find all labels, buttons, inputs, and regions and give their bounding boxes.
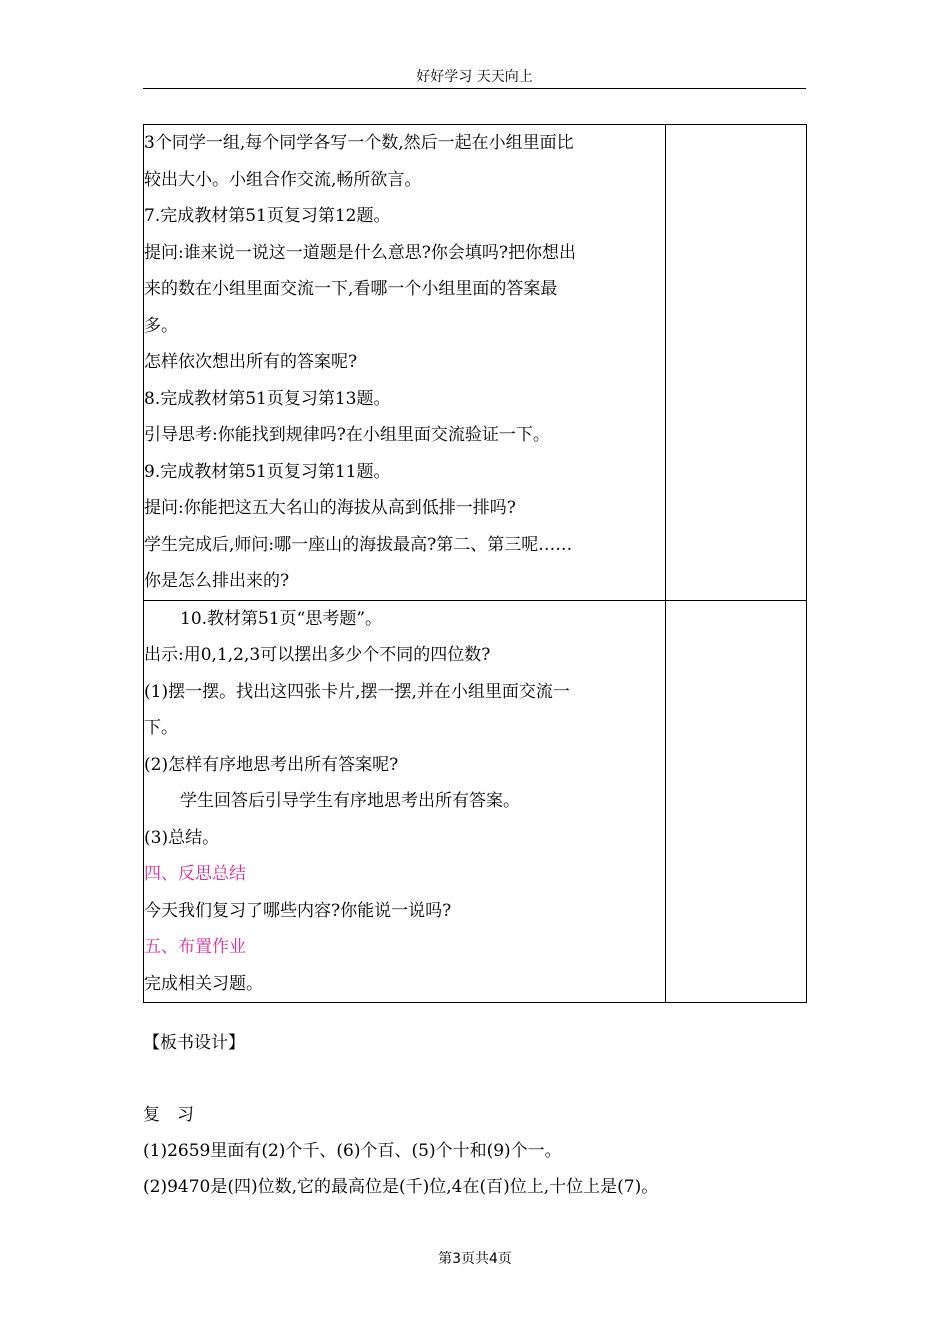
section-heading-reflection: 四、反思总结 [144,864,246,884]
lesson-table [143,124,807,1003]
activity-cell [144,600,666,1003]
text-line: 8.完成教材第51页复习第13题。 [144,388,391,409]
text-line: 3个同学一组,每个同学各写一个数,然后一起在小组里面比 [144,133,574,153]
text-line: 今天我们复习了哪些内容?你能说一说吗? [144,900,452,921]
text-line: 你是怎么排出来的? [144,571,290,591]
board-heading: 复 习 [143,1105,194,1125]
text-line: 来的数在小组里面交流一下,看哪一个小组里面的答案最 [144,279,558,299]
activity-cell [144,125,666,601]
text-line: 完成相关习题。 [144,973,263,994]
notes-cell [666,600,807,1003]
table-row [144,600,807,1003]
board-line: (1)2659里面有(2)个千、(6)个百、(5)个十和(9)个一。 [143,1141,562,1161]
board-design-title: 【板书设计】 [143,1033,245,1053]
text-line: 下。 [144,718,178,738]
text-line: (3)总结。 [144,827,220,848]
board-line: (2)9470是(四)位数,它的最高位是(千)位,4在(百)位上,十位上是(7)。 [143,1177,659,1197]
text-line: 怎样依次想出所有的答案呢? [144,352,358,372]
text-line: 引导思考:你能找到规律吗?在小组里面交流验证一下。 [144,425,550,445]
text-line: 提问:谁来说一说这一道题是什么意思?你会填吗?把你想出 [144,242,576,263]
text-line: 9.完成教材第51页复习第11题。 [144,461,391,482]
text-line: 较出大小。小组合作交流,畅所欲言。 [144,169,422,190]
notes-cell [666,125,807,601]
text-line: (2)怎样有序地思考出所有答案呢? [144,754,399,775]
table-row [144,125,807,601]
text-line: 提问:你能把这五大名山的海拔从高到低排一排吗? [144,498,516,518]
page-number: 第3页共4页 [438,1251,512,1267]
text-line: 出示:用0,1,2,3可以摆出多少个不同的四位数? [144,645,491,665]
text-line: 10.教材第51页“思考题”。 [180,608,383,629]
text-line: 学生回答后引导学生有序地思考出所有答案。 [180,791,520,811]
text-line: 7.完成教材第51页复习第12题。 [144,206,391,226]
text-line: 学生完成后,师问:哪一座山的海拔最高?第二、第三呢…… [144,534,573,555]
page-header: 好好学习 天天向上 [143,66,806,89]
text-line: (1)摆一摆。找出这四张卡片,摆一摆,并在小组里面交流一 [144,681,570,702]
text-line: 多。 [144,315,178,336]
section-heading-homework: 五、布置作业 [144,937,246,957]
